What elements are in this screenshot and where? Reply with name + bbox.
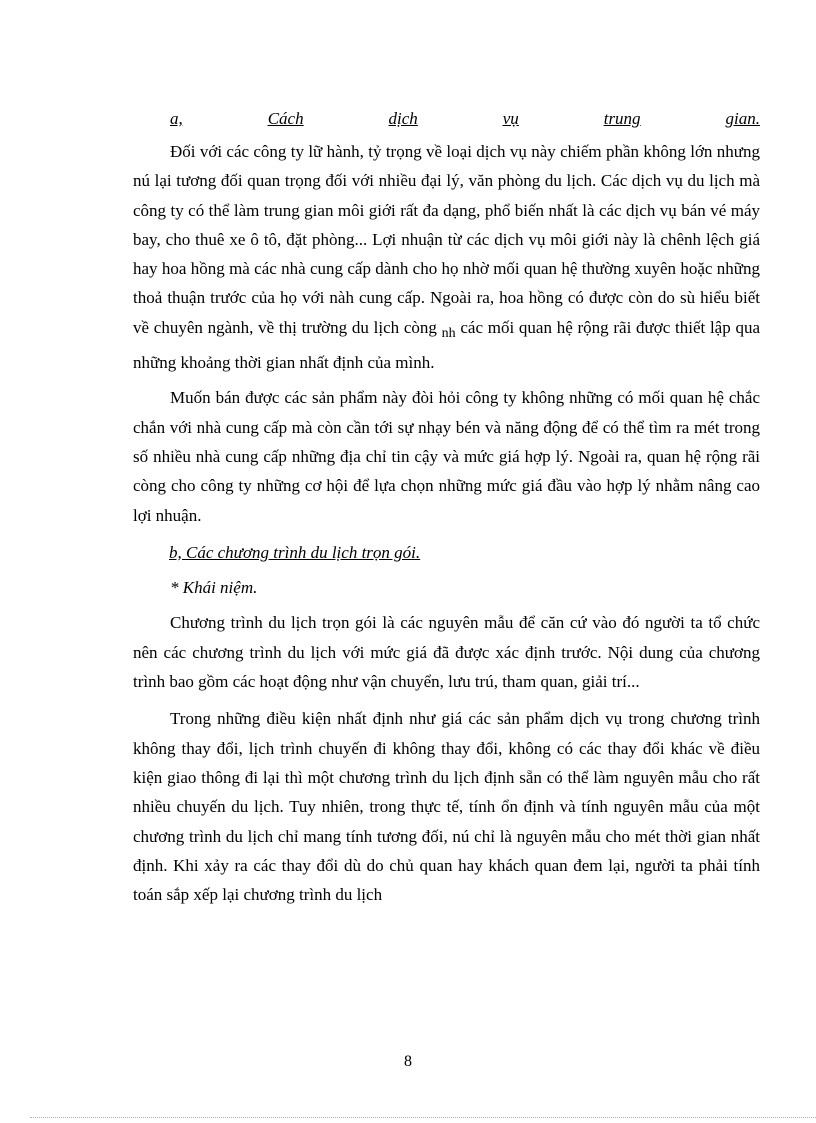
heading-a-word: trung	[603, 109, 641, 128]
paragraph-package-definition: Chương trình du lịch trọn gói là các nguyên mẫu để căn cứ vào đó người ta tổ chức nên các chương trình du lịch với mức giá đã được xác định trước. Nội dung của chương trình bao gồm các hoạt động như vận chuyển, lưu trú, tham quan, giải trí...	[133, 613, 760, 692]
paragraph-selling: Muốn bán được các sản phẩm này đòi hỏi công ty không những có mối quan hệ chắc chắn với nhà cung cấp mà còn cần tới sự nhạy bén và năng động để có thể tìm ra mét trong số nhiều nhà cung cấp những địa chỉ tin cậy và mức giá hợp lý. Ngoài ra, quan hệ rộng rãi còng cho công ty những cơ hội để lựa chọn những mức giá đầu vào hợp lý nhằm nâng cao lợi nhuận.	[133, 388, 760, 525]
heading-a-word: vụ	[502, 109, 519, 128]
paragraph-conditions: Trong những điều kiện nhất định như giá các sản phẩm dịch vụ trong chương trình không thay đổi, lịch trình chuyến đi không thay đổi, không có các thay đổi khác về điều kiện giao thông đi lại thì một chương trình du lịch định sẵn có thể làm nguyên mẫu cho rất nhiều chuyến du lịch. Tuy nhiên, trong thực tế, tính ổn định và tính nguyên mẫu của một chương trình du lịch chỉ mang tính tương đối, nú chỉ là nguyên mẫu cho mét thời gian nhất định. Khi xảy ra các thay đổi dù do chủ quan hay khách quan đem lại, người ta phải tính toán sắp xếp lại chương trình du lịch	[133, 709, 760, 905]
paragraph-intermediary-services	[133, 137, 760, 377]
heading-a-word: dịch	[388, 109, 418, 128]
footer-divider	[30, 1117, 816, 1118]
concept-label: * Khái niệm.	[170, 578, 258, 598]
paragraph-1-tail: các mối quan hệ rộng rãi được thiết lập qua những khoảng thời gian nhất định của mình.	[133, 317, 760, 373]
heading-a-word: a,	[170, 109, 183, 128]
stray-subscript: nh	[441, 325, 456, 341]
heading-a-word: Cách	[267, 109, 304, 128]
document-body	[133, 104, 760, 909]
section-heading-b: b, Các chương trình du lịch trọn gói.	[169, 542, 421, 562]
heading-a-word: gian.	[725, 109, 760, 128]
paragraph-1-text: Đối với các công ty lữ hành, tỷ trọng về loại dịch vụ này chiếm phần không lớn nhưng nú lại tương đối quan trọng đối với nhiều đại lý, văn phòng du lịch. Các dịch vụ du lịch mà công ty có thể làm trung gian môi giới rất đa dạng, phổ biến nhất là các dịch vụ bán vé máy bay, cho thuê xe ô tô, đặt phòng... Lợi nhuận từ các dịch vụ môi giới này là chênh lệch giá hay hoa hồng mà các nhà cung cấp dành cho họ nhờ mối quan hệ thường xuyên hoặc những thoả thuận trước của họ với nàh cung cấp. Ngoài ra, hoa hồng có được còn do sù hiểu biết về chuyên ngành, về thị trường du lịch còng	[133, 142, 760, 337]
section-heading-a	[170, 104, 760, 133]
page-number: 8	[404, 1053, 412, 1070]
